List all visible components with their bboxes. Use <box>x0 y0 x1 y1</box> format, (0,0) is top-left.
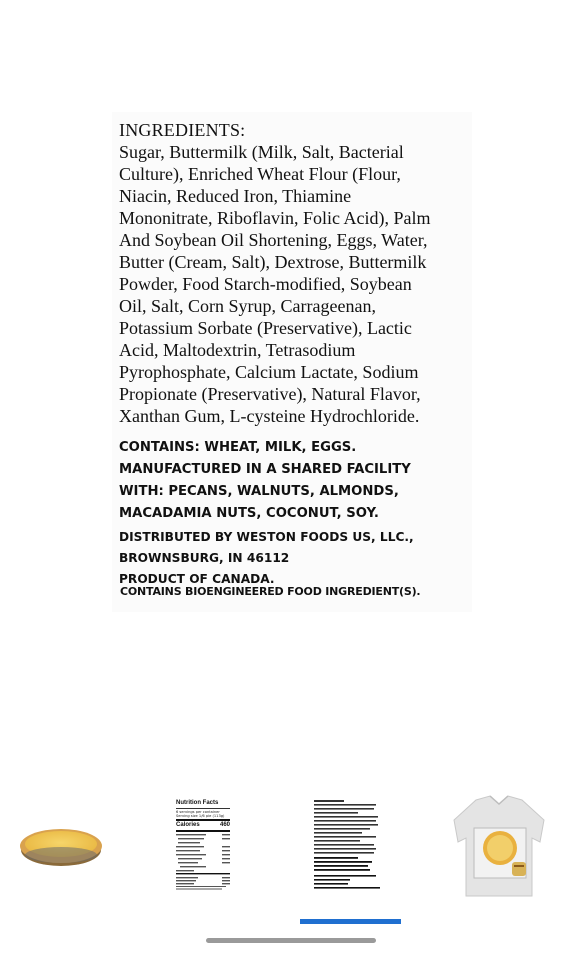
ingredients-line: Powder, Food Starch-modified, Soybean <box>119 274 412 294</box>
ingredients-line: Niacin, Reduced Iron, Thiamine <box>119 186 352 206</box>
calories-label: Calories <box>176 822 200 829</box>
nutrition-title: Nutrition Facts <box>176 800 219 806</box>
thumbnail-package-photo[interactable] <box>446 792 552 900</box>
ingredients-line: Propionate (Preservative), Natural Flavor, <box>119 384 421 404</box>
nutrition-servings: 6 servings per container <box>176 809 220 814</box>
thumbnail-ingredients-label[interactable] <box>310 798 392 894</box>
divider <box>176 819 230 821</box>
nutrition-serving-size: Serving size 1/6 pie (113g) <box>176 814 225 818</box>
ingredients-text <box>119 141 479 427</box>
ingredients-line: Acid, Maltodextrin, Tetrasodium <box>119 340 356 360</box>
thumbnail-nutrition-facts[interactable] <box>176 800 230 892</box>
thumbnail-pie-photo[interactable] <box>18 818 104 872</box>
allergen-line: MACADAMIA NUTS, COCONUT, SOY. <box>119 506 379 521</box>
distributor-line: BROWNSBURG, IN 46112 <box>119 551 290 565</box>
ingredients-line: And Soybean Oil Shortening, Eggs, Water, <box>119 230 428 250</box>
ingredients-thumbnail-graphic <box>310 798 392 894</box>
package-image <box>446 792 552 900</box>
ingredients-heading: INGREDIENTS: <box>119 120 246 140</box>
allergen-line: MANUFACTURED IN A SHARED FACILITY <box>119 462 411 477</box>
nutrition-rows-graphic <box>176 833 230 891</box>
ingredients-line: Mononitrate, Riboflavin, Folic Acid), Palm <box>119 208 431 228</box>
allergen-line: WITH: PECANS, WALNUTS, ALMONDS, <box>119 484 399 499</box>
ingredients-line: Butter (Cream, Salt), Dextrose, Buttermilk <box>119 252 427 272</box>
calories-value: 460 <box>219 822 230 829</box>
nutrition-calories-row <box>176 822 230 829</box>
active-thumbnail-indicator <box>300 919 401 924</box>
distributor-line: DISTRIBUTED BY WESTON FOODS US, LLC., <box>119 530 414 544</box>
allergen-line: CONTAINS: WHEAT, MILK, EGGS. <box>119 440 357 455</box>
distributor-line: PRODUCT OF CANADA. <box>119 572 275 586</box>
divider <box>176 808 230 809</box>
distributor-statement <box>119 527 459 590</box>
ingredients-line: Xanthan Gum, L-cysteine Hydrochloride. <box>119 406 420 426</box>
ingredients-line: Pyrophosphate, Calcium Lactate, Sodium <box>119 362 419 382</box>
bioengineered-statement: CONTAINS BIOENGINEERED FOOD INGREDIENT(S). <box>120 585 421 598</box>
home-indicator[interactable] <box>206 938 376 943</box>
ingredients-line: Potassium Sorbate (Preservative), Lactic <box>119 318 412 338</box>
ingredients-line: Culture), Enriched Wheat Flour (Flour, <box>119 164 401 184</box>
divider <box>176 830 230 832</box>
ingredients-line: Sugar, Buttermilk (Milk, Salt, Bacterial <box>119 142 404 162</box>
allergen-statement <box>119 437 459 525</box>
pie-image <box>18 818 104 872</box>
ingredients-line: Oil, Salt, Corn Syrup, Carrageenan, <box>119 296 376 316</box>
